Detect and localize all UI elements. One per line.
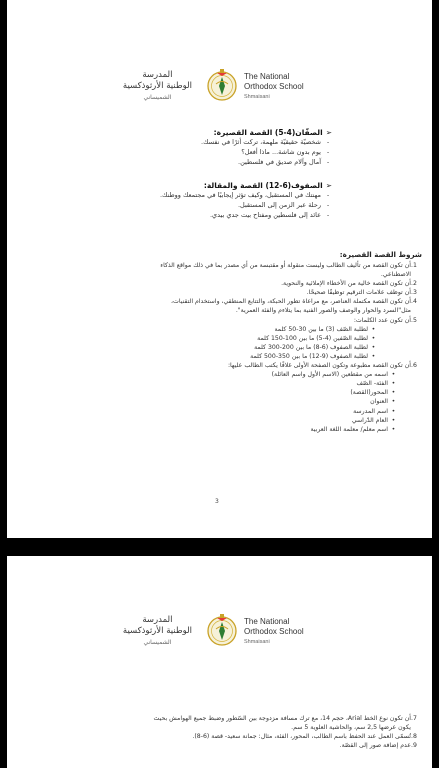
numbered-item <box>12 270 422 279</box>
bullet-icon: • <box>391 407 396 415</box>
item-number: 6. <box>411 362 417 370</box>
item-text: أن تكون القصة خالية من الأخطاء الإملائية والنحوية. <box>281 280 411 288</box>
page-number: 3 <box>215 498 219 505</box>
item-number: 2. <box>411 280 417 288</box>
topics-grades-4-5 <box>12 128 332 167</box>
bullet-icon: • <box>371 325 376 333</box>
numbered-item <box>12 316 422 325</box>
item-text: أن تكون عدد الكلمات: <box>353 316 411 324</box>
item-text: أن تكون القصة مطبوعة وتكون الصفحة الأولى غلافًا يكتب الطالب عليها: <box>227 362 411 370</box>
bullet-item <box>12 343 422 352</box>
item-text: المحور(القصة) <box>350 389 388 397</box>
item-number: 8. <box>411 733 417 741</box>
school-name-ar-line1: المدرسة <box>142 615 173 625</box>
numbered-item <box>12 732 422 741</box>
bullet-item <box>12 425 422 434</box>
bullet-icon: • <box>391 425 396 433</box>
document-page-1 <box>7 0 432 538</box>
bullet-item <box>12 370 422 379</box>
item-text: أن تكون نوع الخط Arial، حجم 14، مع ترك مسافة مزدوجة بين السّطور وضبط جميع الهوامش بحيث <box>153 715 411 722</box>
arrow-bullet-icon: ➢ <box>325 181 332 190</box>
item-text: تُسمّى العمل عند الحفظ باسم الطالب، المحور، الفئة، مثال: جمانة سعيد- قصة (6-8). <box>192 733 411 741</box>
item-number: 9. <box>411 742 417 750</box>
item-text: لطلبة الصّف (3) ما بين 30-50 كلمة <box>274 325 368 333</box>
section-title: ➢الصفوف(6-12) القصة والمقالة: <box>203 181 332 190</box>
item-text: أن تكون القصة مكتملة العناصر، مع مراعاة تطور الحبكة، والتتابع المنطقي، واستخدام التقنيات، <box>171 298 411 306</box>
numbered-item <box>12 279 422 288</box>
school-name-english <box>244 617 304 647</box>
school-name-ar-line1: المدرسة <box>142 70 173 80</box>
school-emblem-icon <box>207 68 237 102</box>
bullet-item <box>12 388 422 397</box>
conditions-list-continued <box>12 714 422 750</box>
item-text: الفئة- الصّف <box>356 380 388 388</box>
numbered-item <box>12 741 422 750</box>
list-item: -شخصيّة حقيقيّة ملهمة، تركت أثرًا في نفسك. <box>201 138 330 146</box>
item-text: اسم معلم/ معلمة اللغة العربية <box>310 425 388 433</box>
school-branch-en: Shmaisani <box>244 639 270 645</box>
item-text: العنوان <box>370 398 388 406</box>
item-number: 7. <box>411 715 417 722</box>
item-text: يكون عرضها 2,5 سم، والحاشية العلوية 5 سم. <box>291 724 411 732</box>
bullet-icon: • <box>391 371 396 379</box>
school-name-english <box>244 72 304 102</box>
school-emblem-icon <box>207 613 237 647</box>
item-text: أن تكون القصة من تأليف الطالب وليست منقولة أو مقتبسة من أي مصدر بما في ذلك مواقع الذكاء <box>160 262 411 269</box>
school-name-en-line2: Orthodox School <box>244 627 304 636</box>
school-name-en-line1: The National <box>244 72 290 81</box>
bullet-item <box>12 379 422 388</box>
bullet-icon: • <box>371 334 376 342</box>
school-header <box>7 68 432 112</box>
list-item: -يوم بدون شاشة... ماذا أفعل؟ <box>241 147 330 156</box>
conditions-title: شروط القصة القصيرة: <box>339 250 422 259</box>
list-item: -عائد إلى فلسطين ومفتاح بيت جدي بيدي. <box>209 210 330 219</box>
arrow-bullet-icon: ➢ <box>325 128 332 137</box>
school-name-arabic <box>123 615 192 648</box>
school-name-ar-line2: الوطنية الأرثوذكسية <box>122 626 192 636</box>
section-title: ➢الصفّان(4-5) القصة القصيرة: <box>213 128 332 137</box>
item-number: 4. <box>411 298 417 306</box>
bullet-item <box>12 325 422 334</box>
list-item: -رحلة عبر الزمن إلى المستقبل. <box>237 200 330 209</box>
story-conditions <box>12 250 422 434</box>
item-text: العام الدّراسي <box>351 416 388 424</box>
school-name-en-line1: The National <box>244 617 290 626</box>
item-text: أن توظف علامات الترقيم توظيفًا صحيحًا. <box>306 289 411 297</box>
numbered-item <box>12 288 422 297</box>
school-header <box>7 613 432 657</box>
numbered-item <box>12 723 422 732</box>
item-text: اسم المدرسة <box>353 407 388 415</box>
bullet-icon: • <box>391 389 396 397</box>
bullet-item <box>12 416 422 425</box>
document-page-2 <box>7 556 432 768</box>
bullet-icon: • <box>391 398 396 406</box>
item-text: لطلبة الصفوف (9-12) ما بين 350-500 كلمة <box>250 352 368 360</box>
item-text: لطلبة الصّفين (4-5) ما بين 100-150 كلمة <box>257 334 368 342</box>
item-text: الاصطناعي. <box>380 271 411 279</box>
list-item: -آمال وآلام صديق في فلسطين. <box>238 157 330 166</box>
school-branch-ar: الشميساني <box>143 639 172 646</box>
bullet-icon: • <box>371 352 376 360</box>
conditions-list <box>12 261 422 434</box>
school-name-arabic <box>123 70 192 103</box>
bullet-icon: • <box>391 416 396 424</box>
school-name-en-line2: Orthodox School <box>244 82 304 91</box>
school-branch-en: Shmaisani <box>244 94 270 100</box>
bullet-icon: • <box>371 343 376 351</box>
topics-grades-6-12 <box>12 181 332 220</box>
bullet-item <box>12 334 422 343</box>
item-number: 5. <box>411 316 417 324</box>
bullet-icon: • <box>391 380 396 388</box>
item-text: اسمه من مقطعين (الاسم الأول واسم العائلة) <box>271 371 388 379</box>
item-number: 3. <box>411 289 417 297</box>
numbered-item <box>12 261 422 270</box>
item-text: لطلبة الصفوف (6-8) ما بين 200-300 كلمة <box>254 343 368 351</box>
bullet-item <box>12 352 422 361</box>
bullet-item <box>12 397 422 406</box>
bullet-item <box>12 407 422 416</box>
numbered-item <box>12 361 422 370</box>
item-number: 1. <box>411 262 417 269</box>
item-text: مثل"السرد والحوار والوصف والصور الفنية بما يتلاءم والفئة العمرية". <box>235 307 411 315</box>
school-name-ar-line2: الوطنية الأرثوذكسية <box>122 81 192 91</box>
school-branch-ar: الشميساني <box>143 94 172 101</box>
numbered-item <box>12 714 422 723</box>
list-item: -مهنتك في المستقبل، وكيف تؤثر إيجابيًا في مجتمعك ووطنك. <box>159 191 330 199</box>
numbered-item <box>12 306 422 315</box>
item-text: عدم إضافة صور إلى القصّة. <box>339 742 411 750</box>
numbered-item <box>12 297 422 306</box>
